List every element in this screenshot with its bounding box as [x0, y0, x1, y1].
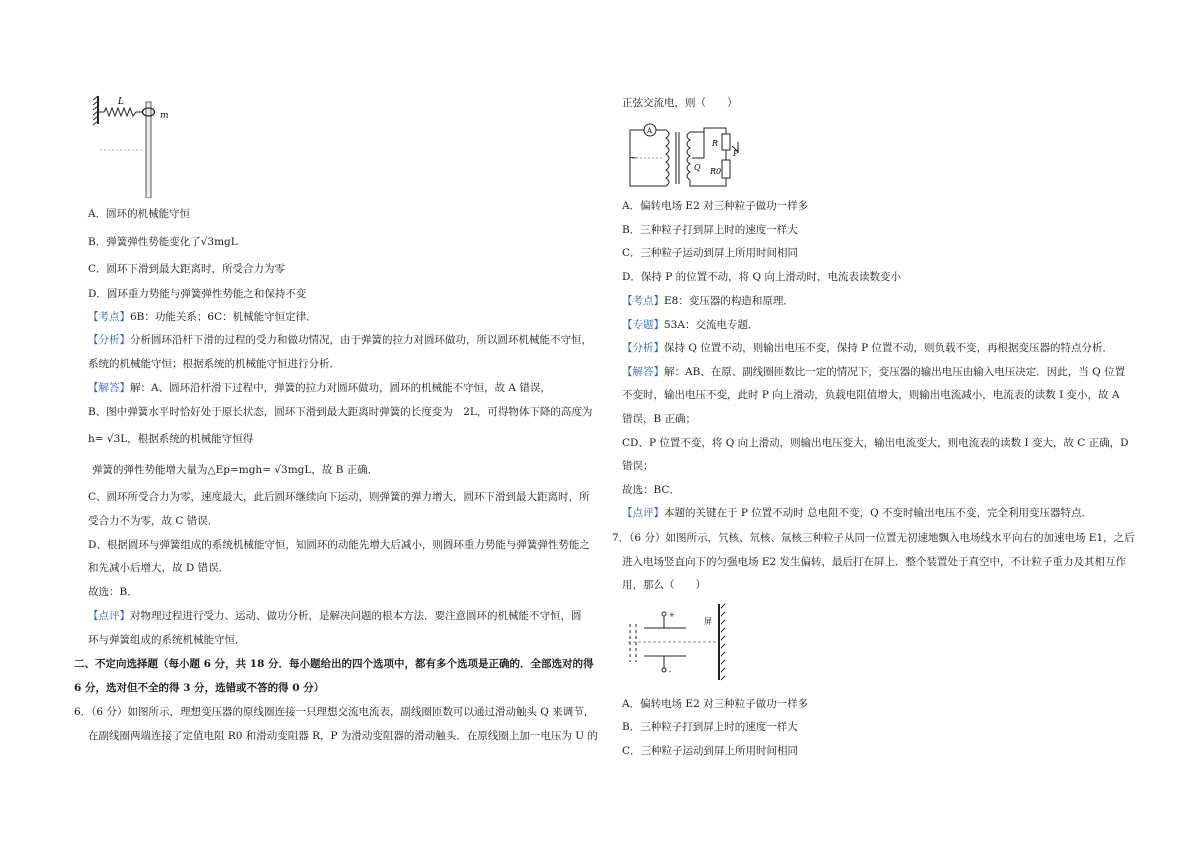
zhuanti-text: 53A：交流电专题．	[664, 319, 759, 331]
fenxi-tag: 【分析】	[88, 334, 130, 346]
guxuan-text: 故选：B．	[88, 586, 138, 598]
jieda-text-1: 解：AB、在原、副线圈匝数比一定的情况下，变压器的输出电压由输入电压决定．因此，当 Q 位置	[664, 366, 1126, 378]
jieda-text-3: h= √3L，根据系统的机械能守恒得	[88, 433, 254, 445]
jieda-tag: 【解答】	[88, 382, 130, 394]
jieda-text-7: D、根据圆环与弹簧组成的系统机械能守恒，知圆环的动能先增大后减小，则圆环重力势能与弹簧弹性势能之	[88, 539, 590, 551]
zhuanti-tag: 【专题】	[622, 319, 664, 331]
jieda-text-6: 受合力不为零，故 C 错误．	[88, 515, 219, 527]
fenxi-text: 分析圆环沿杆下滑的过程的受力和做功情况，由于弹簧的拉力对圆环做功，所以圆环机械能不守恒，	[130, 334, 592, 346]
slider-Q-wire	[692, 132, 704, 158]
q6-text-2: 在副线圈两端连接了定值电阻 R0 和滑动变阻器 R，P 为滑动变阻器的滑动触头．在原线圈上加一电压为 U 的	[88, 730, 598, 742]
option-b: B．三种粒子打到屏上时的速度一样大	[622, 224, 798, 236]
kaodian-tag: 【考点】	[622, 295, 664, 307]
screen-label: 屏	[704, 617, 712, 626]
fenxi-line	[622, 341, 1113, 355]
jieda-line	[88, 381, 551, 395]
jieda-tag: 【解答】	[622, 366, 664, 378]
label-L: L	[118, 97, 124, 107]
option-a: A．偏转电场 E2 对三种粒子做功一样多	[622, 200, 809, 212]
minus-sign: -	[669, 668, 672, 676]
dianping-text-2: 环与弹簧组成的系统机械能守恒．	[88, 634, 246, 646]
dianping-text-1: 对物理过程进行受力、运动、做功分析，是解决问题的根本方法．要注意圆环的机械能不守恒，圆	[130, 610, 582, 622]
option-c: C．三种粒子运动到屏上所用时间相同	[622, 247, 799, 259]
label-m: m	[160, 111, 169, 121]
resistor-R0	[722, 160, 730, 178]
option-a: A．圆环的机械能守恒	[88, 208, 191, 220]
option-b: B．三种粒子打到屏上时的速度一样大	[622, 721, 798, 733]
label-Q: Q	[694, 163, 701, 172]
jieda-line	[622, 365, 1125, 379]
option-d: D．圆环重力势能与弹簧弹性势能之和保持不变	[88, 288, 307, 300]
q7-text-1: 7．（6 分）如图所示，氕核、氘核、氚核三种粒子从同一位置无初速地飘入电场线水平向右的加速电场 E1，之后	[612, 532, 1135, 544]
option-d: D．保持 P 的位置不动，将 Q 向上滑动时，电流表读数变小	[622, 271, 901, 283]
terminal-bottom	[662, 668, 666, 672]
zhuanti-line	[622, 318, 758, 332]
jieda-text-4: 弹簧的弹性势能增大量为△Ep=mgh= √3mgL，故 B 正确．	[92, 464, 379, 476]
q7-text-2: 进入电场竖直向下的匀强电场 E2 发生偏转，最后打在屏上．整个装置处于真空中，不计粒子重力及其相互作	[622, 556, 1127, 568]
kaodian-tag: 【考点】	[88, 311, 130, 323]
kaodian-text: 6B：功能关系；6C：机械能守恒定律．	[130, 311, 317, 323]
guxuan-text: 故选：BC．	[622, 484, 680, 496]
kaodian-line	[622, 294, 794, 308]
jieda-text-1: 解：A、圆环沿杆滑下过程中，弹簧的拉力对圆环做功，圆环的机械能不守恒，故 A 错误，	[130, 382, 551, 394]
ammeter-label: A	[647, 127, 653, 135]
jieda-text-2: 不变时，输出电压不变，此时 P 向上滑动，负载电阻值增大，则输出电流减小，电流表的读数 I 变小，故 A	[622, 389, 1120, 401]
q6-text-1: 6．（6 分）如图所示，理想变压器的原线圈连接一只理想交流电流表，副线圈匝数可以通过滑动触头 Q 来调节，	[74, 706, 595, 718]
dianping-line	[622, 506, 1092, 520]
jieda-text-5: C、圆环所受合力为零，速度最大，此后圆环继续向下运动，则弹簧的弹力增大，圆环下滑到最大距离时，所	[88, 491, 590, 503]
jieda-text-4: CD、P 位置不变，将 Q 向上滑动，则输出电压变大，输出电流变大，则电流表的读数 I 变大，故 C 正确，D	[622, 437, 1129, 449]
plus-sign: +	[669, 611, 675, 619]
option-a: A．偏转电场 E2 对三种粒子做功一样多	[622, 698, 809, 710]
jieda-text-3: 错误，B 正确；	[622, 413, 697, 425]
kaodian-text: E8：变压器的构造和原理．	[664, 295, 794, 307]
label-R0: R0	[710, 167, 722, 176]
resistor-R	[722, 134, 730, 150]
secondary-wire-bottom	[690, 178, 726, 186]
dianping-tag: 【点评】	[622, 507, 664, 519]
fenxi-text-2: 系统的机械能守恒；根据系统的机械能守恒进行分析．	[88, 358, 340, 370]
dianping-line	[88, 609, 582, 623]
terminal-top	[662, 612, 666, 616]
fenxi-line	[88, 333, 592, 347]
fenxi-text: 保持 Q 位置不动，则输出电压不变，保持 P 位置不动，则负载不变，再根据变压器的特点分析．	[664, 342, 1114, 354]
primary-coil	[666, 130, 669, 186]
dianping-text: 本题的关键在于 P 位置不动时 总电阻不变，Q 不变时输出电压不变，完全利用变压器特点．	[664, 507, 1093, 519]
fenxi-tag: 【分析】	[622, 342, 664, 354]
label-R: R	[712, 139, 719, 148]
secondary-coil	[687, 132, 690, 180]
spring-ring-figure	[90, 92, 180, 198]
jieda-text-5: 错误；	[622, 460, 654, 472]
dianping-tag: 【点评】	[88, 610, 130, 622]
kaodian-line	[88, 310, 317, 324]
transformer-circuit-figure	[626, 120, 746, 192]
option-c: C．三种粒子运动到屏上所用时间相同	[622, 745, 799, 757]
option-b: B．弹簧弹性势能变化了√3mgL	[88, 236, 238, 248]
section-heading-1: 二、不定向选择题（每小题 6 分，共 18 分．每小题给出的四个选项中，都有多个选项是正确的．全部选对的得	[74, 658, 594, 670]
secondary-wire-top	[690, 128, 726, 134]
q7-text-3: 用，那么（ ）	[622, 579, 706, 591]
q6-text-3: 正弦交流电，则（ ）	[622, 97, 738, 109]
spring-shape	[98, 108, 142, 116]
deflection-apparatus-figure	[624, 602, 736, 682]
section-heading-2: 6 分，选对但不全的得 3 分，选错或不答的得 0 分）	[74, 682, 325, 694]
jieda-text-8: 和先减小后增大，故 D 错误．	[88, 562, 230, 574]
label-P: P	[733, 149, 739, 158]
option-c: C．圆环下滑到最大距离时，所受合力为零	[88, 263, 286, 275]
jieda-text-2: B、图中弹簧水平时恰好处于原长状态，圆环下滑到最大距离时弹簧的长度变为 2L，可得物体下降的高度为	[88, 406, 593, 418]
ac-source-symbol: ~	[629, 153, 638, 164]
